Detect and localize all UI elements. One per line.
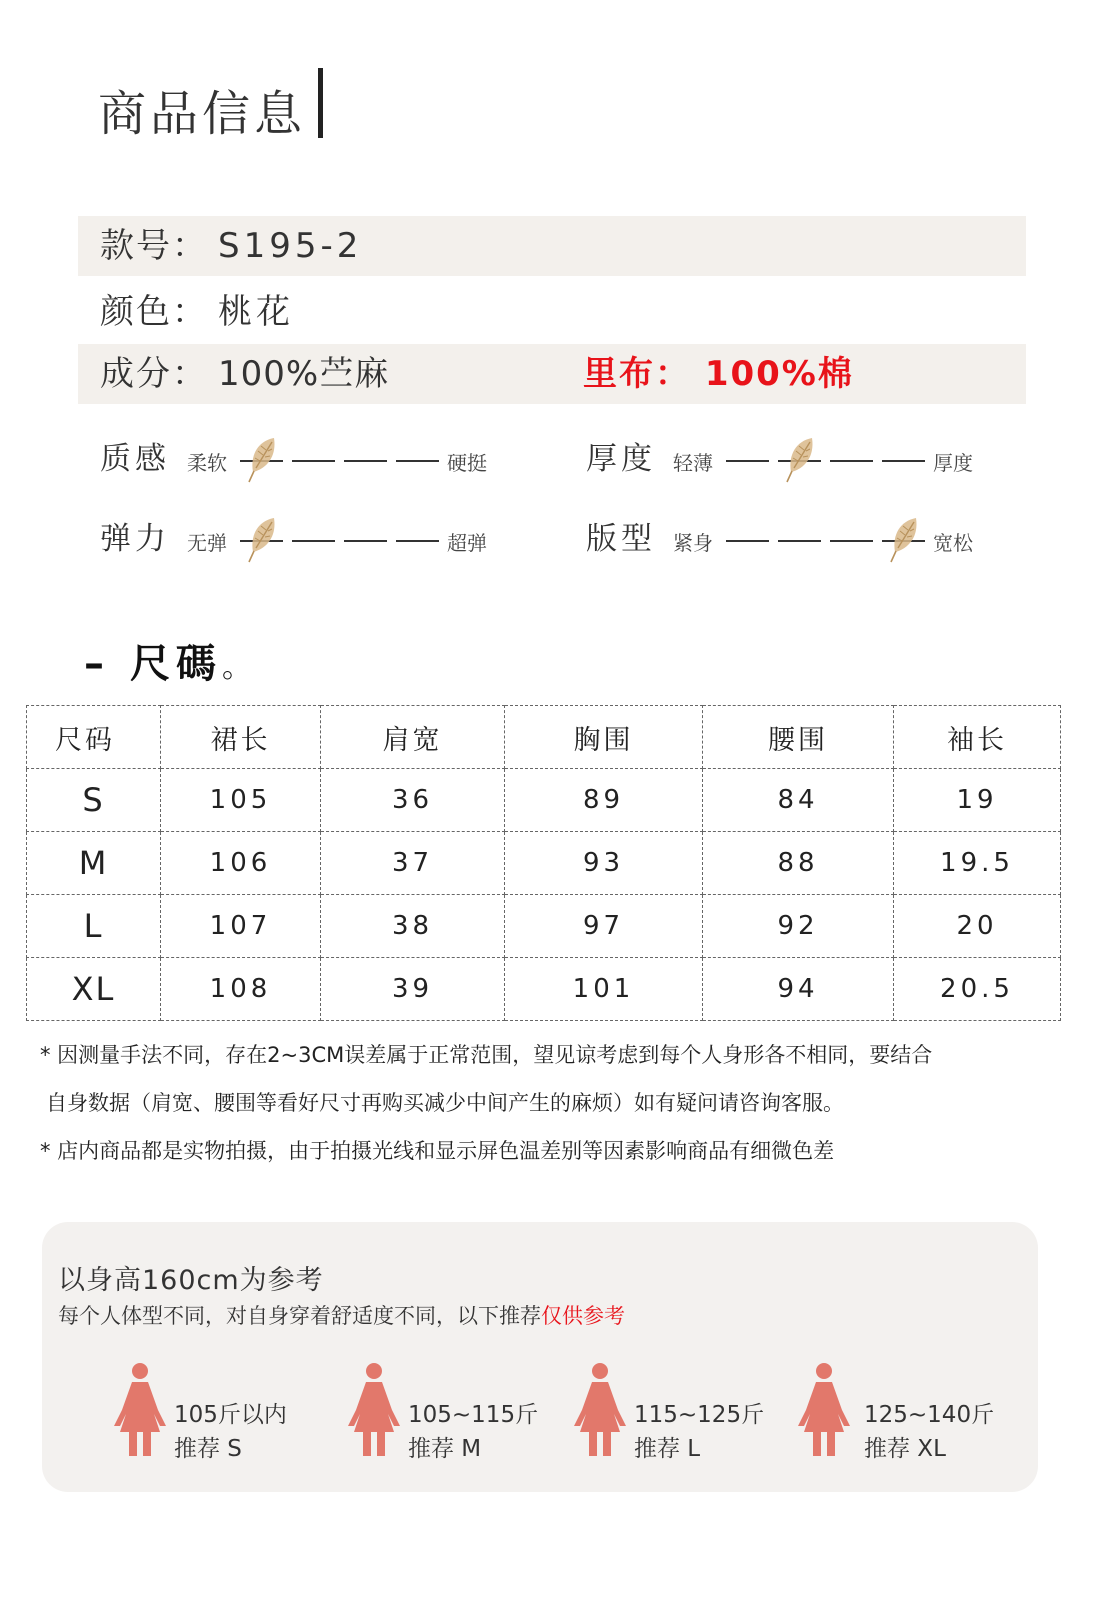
header-sleeve: 袖长 [894,706,1061,769]
person-icon [114,1362,166,1458]
reference-item-s [114,1362,166,1458]
table-cell: 93 [505,832,703,895]
header-bust: 胸围 [505,706,703,769]
note-measurement: * 因测量手法不同，存在2~3CM误差属于正常范围，望见谅考虑到每个人身形各不相同，要结合 [40,1043,933,1067]
table-cell: 107 [161,895,321,958]
attr-high-label: 宽松 [933,531,973,555]
table-row [27,769,1061,832]
attr-fit [586,505,1006,565]
table-cell: 94 [703,958,894,1021]
attr-elasticity [100,505,520,565]
table-cell: 19 [894,769,1061,832]
table-cell: 89 [505,769,703,832]
color-row [78,282,1026,342]
leaf-marker-icon [782,435,820,485]
attr-thickness [586,425,1006,485]
attr-high-label: 超弹 [447,531,487,555]
reference-recommendation: 推荐 M [408,1436,482,1462]
reference-item-l [574,1362,626,1458]
table-row [27,832,1061,895]
scale-dash [830,460,873,462]
size-cell: M [27,832,161,895]
size-heading [84,632,258,689]
reference-range: 105~115斤 [408,1402,539,1428]
scale-dash [778,540,821,542]
scale-dash [344,460,387,462]
reference-range: 115~125斤 [634,1402,765,1428]
table-cell: 38 [321,895,505,958]
composition-label: 成分： [100,354,208,394]
reference-item-m [348,1362,400,1458]
lining-info: 里布： 100%棉 [583,354,854,394]
leaf-marker-icon [244,435,282,485]
note-color-difference: * 店内商品都是实物拍摄，由于拍摄光线和显示屏色温差别等因素影响商品有细微色差 [40,1139,835,1163]
attr-name: 版型 [586,521,656,557]
composition-value: 100%苎麻 [218,354,390,394]
scale-dash [726,460,769,462]
scale-dash [882,460,925,462]
scale-dash [396,540,439,542]
attr-texture [100,425,520,485]
reference-recommendation: 推荐 S [174,1436,242,1462]
reference-subtitle-text: 每个人体型不同，对自身穿着舒适度不同，以下推荐 [58,1304,541,1328]
table-cell: 20 [894,895,1061,958]
color-value: 桃花 [218,292,294,332]
attr-low-label: 柔软 [187,451,227,475]
person-icon [348,1362,400,1458]
table-cell: 20.5 [894,958,1061,1021]
table-cell: 36 [321,769,505,832]
size-cell: S [27,769,161,832]
scale-dash [292,460,335,462]
reference-range: 105斤以内 [174,1402,287,1428]
header-shoulder: 肩宽 [321,706,505,769]
attr-name: 质感 [100,441,170,477]
leaf-marker-icon [244,515,282,565]
reference-title: 以身高160cm为参考 [58,1265,324,1296]
size-heading-title: 尺碼 [129,641,222,687]
attr-name: 弹力 [100,521,170,557]
size-heading-mark: – [84,641,110,687]
table-row [27,958,1061,1021]
table-cell: 39 [321,958,505,1021]
attr-high-label: 厚度 [933,451,973,475]
style-number-label: 款号： [100,226,208,266]
table-cell: 88 [703,832,894,895]
table-row [27,895,1061,958]
attr-high-label: 硬挺 [447,451,487,475]
reference-subtitle [58,1300,625,1330]
size-cell: XL [27,958,161,1021]
title-divider [318,68,323,138]
scale-dash [726,540,769,542]
size-table [26,705,1061,1021]
reference-recommendation: 推荐 XL [864,1436,946,1462]
table-cell: 101 [505,958,703,1021]
person-icon [798,1362,850,1458]
size-heading-dot: 。 [221,650,258,685]
table-cell: 97 [505,895,703,958]
table-cell: 105 [161,769,321,832]
header-size: 尺码 [27,706,161,769]
reference-range: 125~140斤 [864,1402,995,1428]
header-waist: 腰围 [703,706,894,769]
person-icon [574,1362,626,1458]
reference-subtitle-highlight: 仅供参考 [541,1304,625,1328]
reference-item-xl [798,1362,850,1458]
size-table-header [27,706,1061,769]
table-cell: 84 [703,769,894,832]
size-cell: L [27,895,161,958]
scale-dash [292,540,335,542]
table-cell: 92 [703,895,894,958]
color-label: 颜色： [100,292,208,332]
page-title: 商品信息 [98,86,307,142]
composition-row [78,344,1026,404]
attr-low-label: 紧身 [673,531,713,555]
leaf-marker-icon [886,515,924,565]
reference-recommendation: 推荐 L [634,1436,701,1462]
style-number-row [78,216,1026,276]
table-cell: 106 [161,832,321,895]
header-length: 裙长 [161,706,321,769]
scale-dash [344,540,387,542]
attr-low-label: 轻薄 [673,451,713,475]
scale-dash [830,540,873,542]
scale-dash [396,460,439,462]
table-cell: 108 [161,958,321,1021]
attr-name: 厚度 [586,441,656,477]
note-measurement-cont: 自身数据（肩宽、腰围等看好尺寸再购买减少中间产生的麻烦）如有疑问请咨询客服。 [46,1091,844,1115]
table-cell: 37 [321,832,505,895]
table-cell: 19.5 [894,832,1061,895]
style-number-value: S195-2 [218,226,363,266]
attr-low-label: 无弹 [187,531,227,555]
